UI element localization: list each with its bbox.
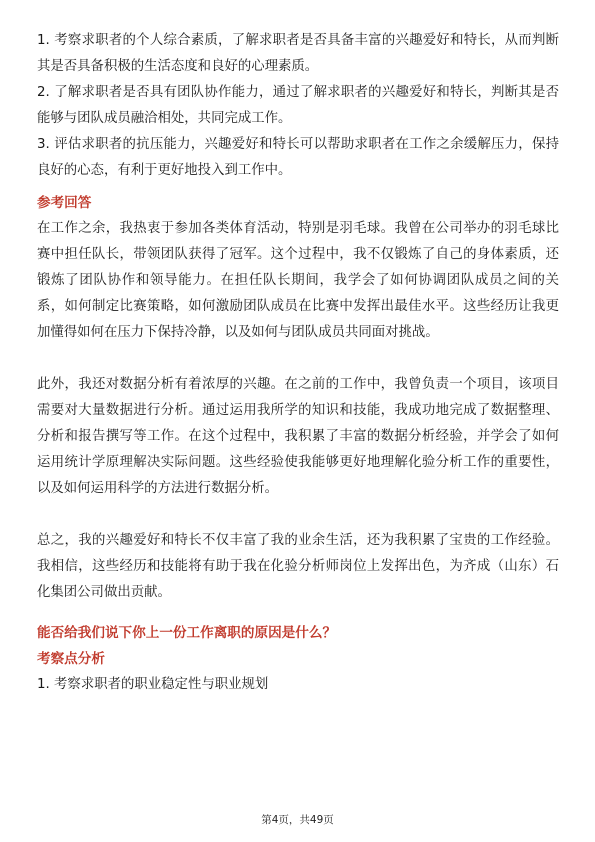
answer-paragraph-3: 总之，我的兴趣爱好和特长不仅丰富了我的业余生活，还为我积累了宝贵的工作经验。我相信，这些经历和技能将有助于我在化验分析师岗位上发挥出色，为齐成（山东）石化集团公司做出贡献。 [37,533,559,600]
paragraph-spacer [37,502,559,528]
analysis-point-2: 2. 了解求职者是否具有团队协作能力，通过了解求职者的兴趣爱好和特长，判断其是否能够与团队成员融洽相处，共同完成工作。 [37,85,559,126]
analysis-heading: 考察点分析 [37,651,105,667]
next-question: 能否给我们说下你上一份工作离职的原因是什么？ [37,625,337,641]
paragraph-spacer [37,606,559,620]
next-analysis-point-1: 1. 考察求职者的职业稳定性与职业规划 [37,677,269,692]
analysis-point-1: 1. 考察求职者的个人综合素质，了解求职者是否具备丰富的兴趣爱好和特长，从而判断其是否具备积极的生活态度和良好的心理素质。 [37,33,559,74]
paragraph-spacer [37,346,559,372]
analysis-point-3: 3. 评估求职者的抗压能力，兴趣爱好和特长可以帮助求职者在工作之余缓解压力，保持良好的心态，有利于更好地投入到工作中。 [37,137,559,178]
answer-paragraph-2: 此外，我还对数据分析有着浓厚的兴趣。在之前的工作中，我曾负责一个项目，该项目需要对大量数据进行分析。通过运用我所学的知识和技能，我成功地完成了数据整理、分析和报告撰写等工作。在这个过程中，我积累了丰富的数据分析经验，并学会了如何运用统计学原理解决实际问题。这些经验使我能够更好地理解化验分析工作的重要性，以及如何运用科学的方法进行数据分析。 [37,377,559,496]
answer-paragraph-1: 在工作之余，我热衷于参加各类体育活动，特别是羽毛球。我曾在公司举办的羽毛球比赛中担任队长，带领团队获得了冠军。这个过程中，我不仅锻炼了自己的身体素质，还锻炼了团队协作和领导能力。在担任队长期间，我学会了如何协调团队成员之间的关系，如何制定比赛策略，如何激励团队成员在比赛中发挥出最佳水平。这些经历让我更加懂得如何在压力下保持冷静，以及如何与团队成员共同面对挑战。 [37,221,559,340]
answer-heading: 参考回答 [37,195,92,211]
document-body [37,28,559,698]
page-footer: 第4页，共49页 [261,814,334,826]
